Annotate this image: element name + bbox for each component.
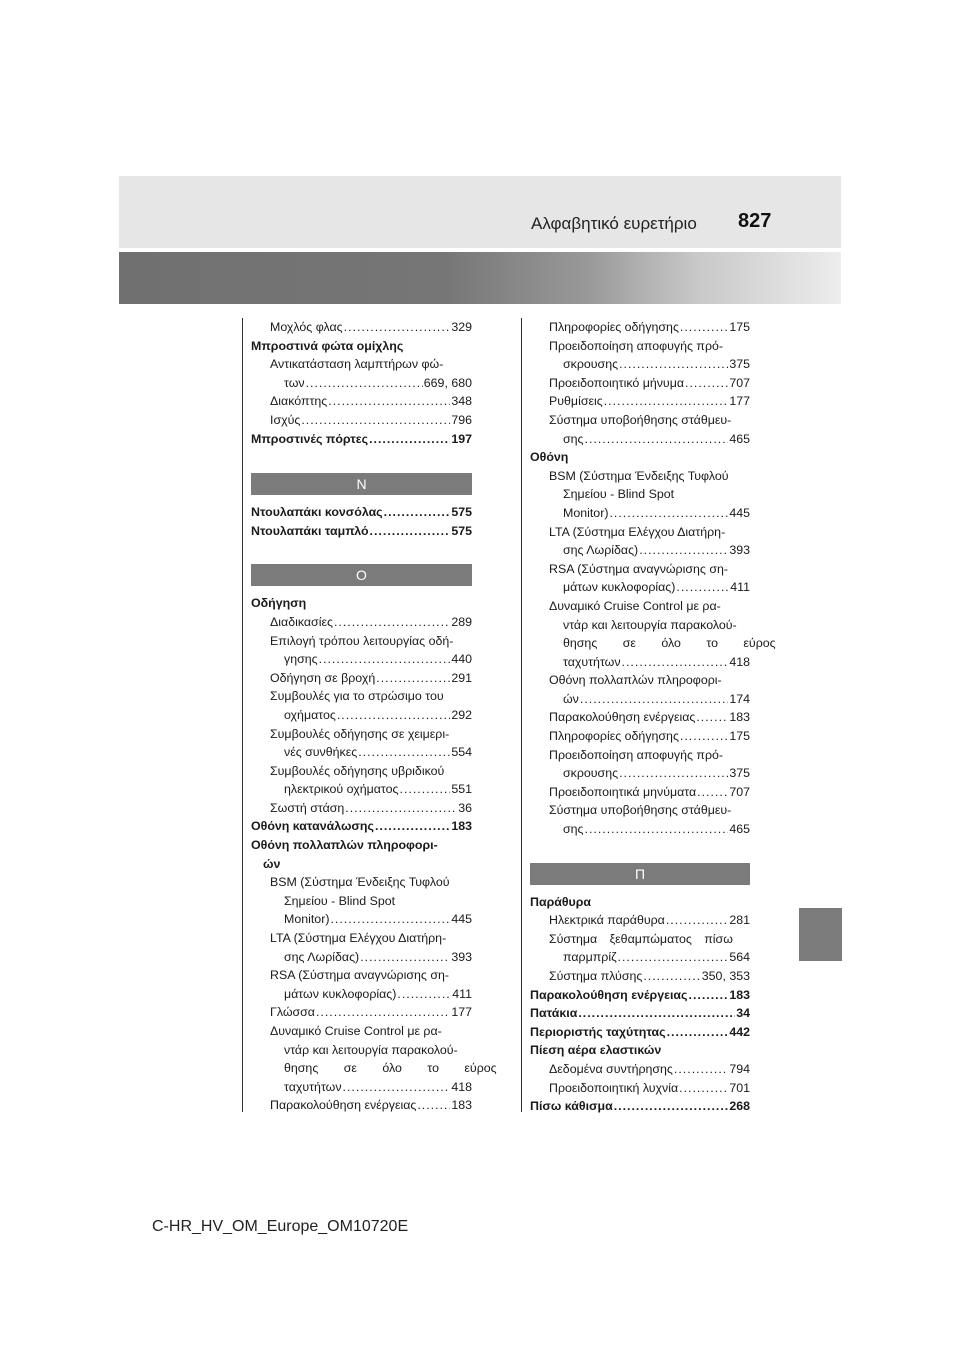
index-entry-line: ντάρ και λειτουργία παρακολού- [563,617,737,632]
index-entry-line: Σύστημα υποβοήθησης στάθμευ- [549,803,732,818]
right-column-rule [521,318,522,1112]
index-entry: Οδήγηση σε βροχή ..... 291 [251,669,472,688]
index-entry-line: Συμβουλές για το στρώσιμο του [270,689,444,704]
index-heading: Πίεση αέρα ελαστικών [530,1043,662,1058]
index-entry: Monitor) ..... 445 [530,504,750,523]
index-entry-line: Σημείου - Blind Spot [563,487,675,502]
index-entry-line: Σημείου - Blind Spot [284,893,396,908]
index-heading: Οθόνη πολλαπλών πληροφορι- [251,838,438,853]
section-header-n: Ν [251,473,472,495]
index-entry: Προειδοποιητική λυχνία ..... 701 [530,1079,750,1098]
index-entry-line: Επιλογή τρόπου λειτουργίας οδή- [270,633,454,648]
index-entry: σης ..... 465 [530,430,750,449]
index-entry-line: RSA (Σύστημα αναγνώρισης ση- [270,968,449,983]
index-entry: Πίσω κάθισμα ..... 268 [530,1097,750,1116]
header-band [119,176,841,248]
index-entry: Σωστή στάση ..... 36 [251,799,472,818]
index-entry: Monitor) ..... 445 [251,910,472,929]
index-entry: μάτων κυκλοφορίας) ..... 411 [530,578,750,597]
index-entry-line: LTA (Σύστημα Ελέγχου Διατήρη- [270,931,447,946]
header-gradient-bar [119,252,841,304]
index-entry-line: θησης σε όλο το εύρος [563,636,776,651]
index-entry-line: θησης σε όλο το εύρος [284,1061,497,1076]
index-entry-line: Συμβουλές οδήγησης σε χειμερι- [270,726,450,741]
index-heading: Παράθυρα [530,894,592,909]
index-entry: Παρακολούθηση ενέργειας ..... 183 [530,986,750,1005]
index-entry: ταχυτήτων ..... 418 [251,1078,472,1097]
index-entry: μάτων κυκλοφορίας) ..... 411 [251,985,472,1004]
index-entry: Διαδικασίες ..... 289 [251,613,472,632]
index-entry-line: Συμβουλές οδήγησης υβριδικού [270,763,445,778]
index-entry-line: ντάρ και λειτουργία παρακολού- [284,1042,458,1057]
index-entry-line: Σύστημα υποβοήθησης στάθμευ- [549,412,732,427]
index-entry: ταχυτήτων ..... 418 [530,653,750,672]
index-entry: Ντουλαπάκι κονσόλας ..... 575 [251,503,472,522]
index-entry: Μοχλός φλας ..... 329 [251,318,472,337]
index-entry: Ρυθμίσεις ..... 177 [530,392,750,411]
index-entry: Γλώσσα ..... 177 [251,1003,472,1022]
index-heading: Οδήγηση [251,596,307,611]
index-entry: Περιοριστής ταχύτητας ..... 442 [530,1023,750,1042]
index-entry: Οθόνη κατανάλωσης ..... 183 [251,817,472,836]
index-entry: Παρακολούθηση ενέργειας ..... 183 [251,1096,472,1115]
index-entry-line: Αντικατάσταση λαμπτήρων φώ- [270,357,444,372]
index-entry-line: Δυναμικό Cruise Control με ρα- [270,1024,442,1038]
index-entry: σκρουσης ..... 375 [530,355,750,374]
index-entry: Δεδομένα συντήρησης ..... 794 [530,1060,750,1079]
index-entry: Παρακολούθηση ενέργειας ..... 183 [530,708,750,727]
index-column-right [530,318,776,1116]
index-entry-line: Προειδοποίηση αποφυγής πρό- [549,338,724,353]
index-entry: ών ..... 174 [530,690,750,709]
index-heading: Μπροστινά φώτα ομίχλης [251,338,404,353]
section-header-p: Π [530,863,750,885]
index-entry: Διακόπτης ..... 348 [251,392,472,411]
index-entry: σκρουσης ..... 375 [530,764,750,783]
index-entry-line: Προειδοποίηση αποφυγής πρό- [549,747,724,762]
index-entry-line: BSM (Σύστημα Ένδειξης Τυφλού [549,468,729,483]
index-entry: Ηλεκτρικά παράθυρα ..... 281 [530,911,750,930]
page-number: 827 [738,210,772,232]
index-heading: ών [263,856,281,871]
index-entry: Σύστημα πλύσης ..... 350, 353 [530,967,750,986]
index-entry: ηλεκτρικού οχήματος ..... 551 [251,780,472,799]
index-entry: Ντουλαπάκι ταμπλό ..... 575 [251,522,472,541]
index-entry: Προειδοποιητικό μήνυμα ..... 707 [530,374,750,393]
index-entry-line: RSA (Σύστημα αναγνώρισης ση- [549,561,728,576]
footer-document-code: C-HR_HV_OM_Europe_OM10720E [152,1218,409,1235]
index-entry: Μπροστινές πόρτες ..... 197 [251,430,472,449]
index-entry: Προειδοποιητικά μηνύματα ..... 707 [530,783,750,802]
index-entry-line: Σύστημα ξεθαμπώματος πίσω [549,931,733,946]
index-entry: Ισχύς ..... 796 [251,411,472,430]
left-column-rule [242,318,243,1112]
index-entry: σης Λωρίδας) ..... 393 [251,948,472,967]
index-entry-line: Δυναμικό Cruise Control με ρα- [549,598,721,613]
index-entry: σης Λωρίδας) ..... 393 [530,541,750,560]
index-entry: γησης ..... 440 [251,650,472,669]
index-column-left [251,318,497,1115]
section-header-o: Ο [251,564,472,586]
index-entry: Πληροφορίες οδήγησης ..... 175 [530,727,750,746]
index-entry: Πληροφορίες οδήγησης ..... 175 [530,318,750,337]
index-entry: Πατάκια ..... 34 [530,1004,750,1023]
index-entry: οχήματος ..... 292 [251,706,472,725]
index-entry: νές συνθήκες ..... 554 [251,743,472,762]
index-entry: των ..... 669, 680 [251,374,472,393]
index-entry: παρμπρίζ ..... 564 [530,948,750,967]
index-entry-line: LTA (Σύστημα Ελέγχου Διατήρη- [549,524,726,539]
index-entry-line: BSM (Σύστημα Ένδειξης Τυφλού [270,875,450,890]
index-heading: Οθόνη [530,450,569,465]
index-entry-line: Οθόνη πολλαπλών πληροφορι- [549,673,722,688]
header-title: Αλφαβητικό ευρετήριο [531,214,697,233]
chapter-side-tab [799,908,842,961]
index-entry: σης ..... 465 [530,820,750,839]
